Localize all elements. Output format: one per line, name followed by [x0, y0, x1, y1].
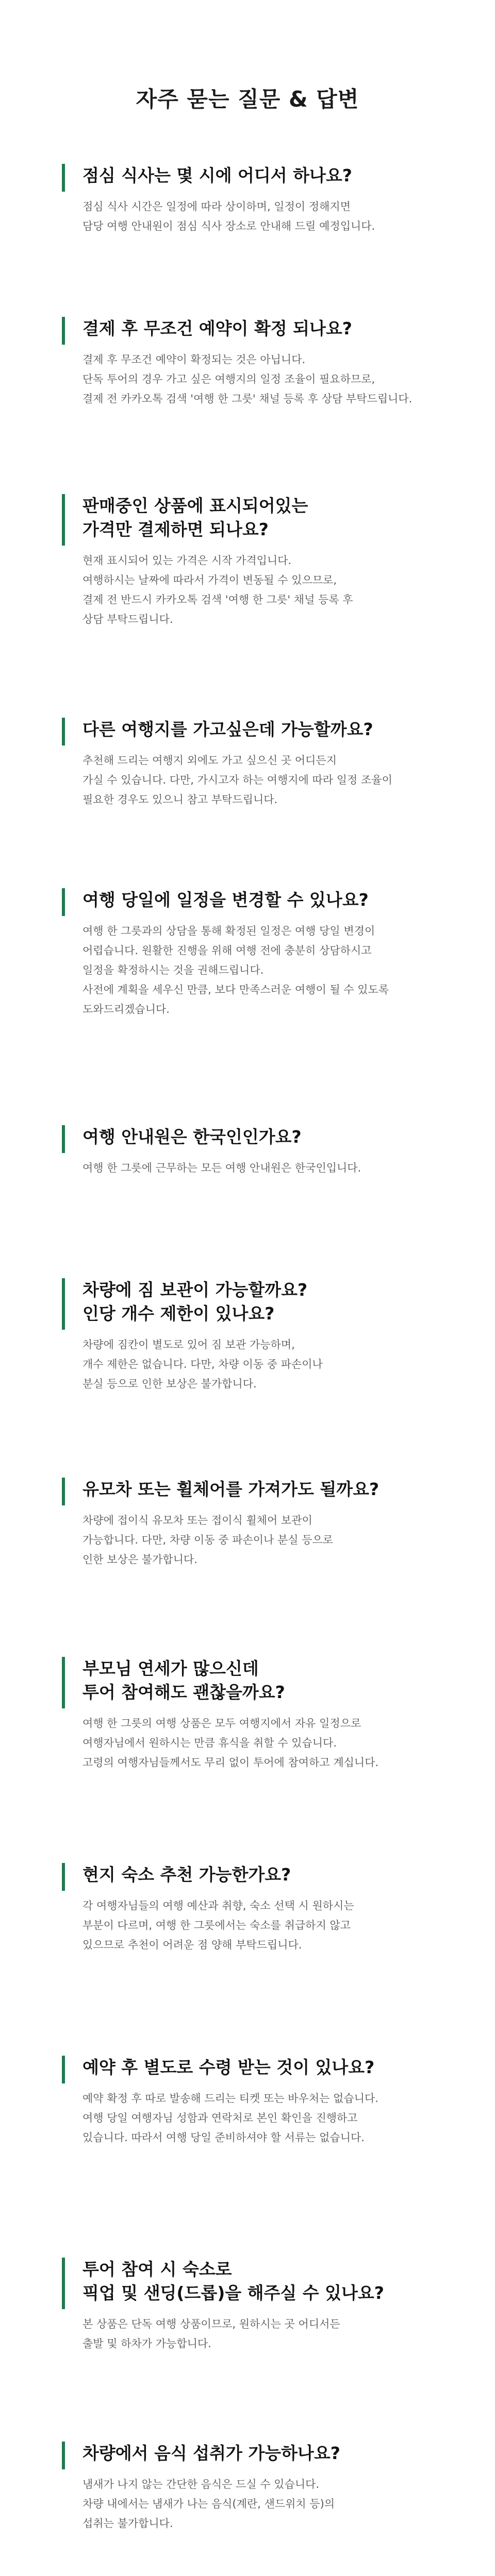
faq-answer — [82, 1714, 454, 1772]
faq-answer-line: 고령의 여행자님들께서도 무리 없이 투어에 참여하고 계십니다. — [82, 1756, 379, 1769]
faq-answer-line: 가실 수 있습니다. 다만, 가시고자 하는 여행지에 따라 일정 조율이 — [82, 774, 392, 786]
faq-answer — [82, 1896, 454, 1955]
faq-answer — [82, 921, 454, 1019]
faq-question-line: 점심 식사는 몇 시에 어디서 하나요? — [82, 165, 352, 185]
faq-answer-line: 사전에 계획을 세우신 만큼, 보다 만족스러운 여행이 될 수 있도록 — [82, 984, 389, 996]
faq-answer-line: 있으므로 추천이 어려운 점 양해 부탁드립니다. — [82, 1939, 302, 1951]
faq-question-line: 여행 당일에 일정을 변경할 수 있나요? — [82, 890, 369, 910]
faq-item — [62, 718, 454, 809]
faq-question — [82, 2056, 454, 2079]
faq-question-line: 픽업 및 샌딩(드롭)을 해주실 수 있나요? — [82, 2283, 384, 2303]
faq-question — [82, 317, 454, 341]
faq-item — [62, 888, 454, 1019]
faq-answer-line: 도와드리겠습니다. — [82, 1003, 170, 1015]
faq-item — [62, 1125, 454, 1178]
faq-question-line: 예약 후 별도로 수령 받는 것이 있나요? — [82, 2057, 375, 2077]
faq-item — [62, 317, 454, 409]
faq-item — [62, 1657, 454, 1772]
faq-item — [62, 2056, 454, 2147]
faq-answer — [82, 751, 454, 809]
faq-answer-line: 여행 한 그릇에 근무하는 모든 여행 안내원은 한국인입니다. — [82, 1162, 361, 1174]
faq-question — [82, 1863, 454, 1887]
faq-accent-bar — [62, 1125, 65, 1153]
faq-answer-line: 점심 식사 시간은 일정에 따라 상이하며, 일정이 정해지면 — [82, 200, 351, 213]
faq-answer — [82, 1511, 454, 1569]
faq-question-line: 차량에서 음식 섭취가 가능하나요? — [82, 2443, 340, 2463]
faq-answer-line: 섭취는 불가합니다. — [82, 2517, 173, 2530]
faq-accent-bar — [62, 317, 65, 345]
faq-accent-bar — [62, 164, 65, 192]
faq-accent-bar — [62, 494, 65, 546]
faq-accent-bar — [62, 1478, 65, 1505]
faq-question — [82, 2258, 454, 2305]
faq-answer — [82, 1335, 454, 1394]
faq-question-line: 여행 안내원은 한국인인가요? — [82, 1127, 302, 1147]
faq-question-line: 판매중인 상품에 표시되어있는 — [82, 496, 308, 516]
faq-accent-bar — [62, 2056, 65, 2083]
faq-answer-line: 여행하시는 날짜에 따라서 가격이 변동될 수 있으므로, — [82, 574, 337, 586]
faq-item — [62, 1278, 454, 1394]
faq-answer-line: 단독 투어의 경우 가고 싶은 여행지의 일정 조율이 필요하므로, — [82, 373, 375, 385]
faq-answer-line: 추천해 드리는 여행지 외에도 가고 싶으신 곳 어디든지 — [82, 754, 337, 767]
faq-answer-line: 본 상품은 단독 여행 상품이므로, 원하시는 곳 어디서든 — [82, 2318, 340, 2330]
faq-answer-line: 차량에 접이식 유모차 또는 접이식 휠체어 보관이 — [82, 1514, 312, 1527]
faq-accent-bar — [62, 2442, 65, 2469]
faq-question-line: 다른 여행지를 가고싶은데 가능할까요? — [82, 719, 373, 739]
faq-answer-line: 냄새가 나지 않는 간단한 음식은 드실 수 있습니다. — [82, 2478, 320, 2490]
faq-answer-line: 결제 전 반드시 카카오톡 검색 '여행 한 그릇' 채널 등록 후 — [82, 594, 353, 606]
faq-answer-line: 가능합니다. 다만, 차량 이동 중 파손이나 분실 등으로 — [82, 1534, 334, 1546]
faq-answer-line: 예약 확정 후 따로 발송해 드리는 티켓 또는 바우처는 없습니다. — [82, 2092, 378, 2105]
faq-answer-line: 어렵습니다. 원활한 진행을 위해 여행 전에 충분히 상담하시고 — [82, 944, 372, 957]
faq-answer-line: 여행 당일 여행자님 성함과 연락처로 본인 확인을 진행하고 — [82, 2112, 358, 2124]
faq-answer-line: 각 여행자님들의 여행 예산과 취향, 숙소 선택 시 원하시는 — [82, 1900, 354, 1912]
faq-question — [82, 888, 454, 912]
faq-answer-line: 결제 후 무조건 예약이 확정되는 것은 아닙니다. — [82, 353, 306, 366]
faq-question-line: 투어 참여 시 숙소로 — [82, 2259, 232, 2279]
faq-question-line: 결제 후 무조건 예약이 확정 되나요? — [82, 318, 352, 338]
faq-question-line: 가격만 결제하면 되나요? — [82, 519, 269, 539]
faq-answer-line: 있습니다. 따라서 여행 당일 준비하셔야 할 서류는 없습니다. — [82, 2131, 365, 2144]
faq-accent-bar — [62, 1863, 65, 1891]
faq-accent-bar — [62, 1278, 65, 1330]
faq-question-line: 차량에 짐 보관이 가능할까요? — [82, 1280, 308, 1300]
faq-item — [62, 164, 454, 236]
faq-answer-line: 담당 여행 안내원이 점심 식사 장소로 안내해 드릴 예정입니다. — [82, 220, 375, 232]
faq-item — [62, 2258, 454, 2353]
faq-answer-line: 차량 내에서는 냄새가 나는 음식(계란, 샌드위치 등)의 — [82, 2498, 335, 2510]
faq-answer — [82, 2475, 454, 2533]
faq-item — [62, 494, 454, 629]
faq-question-line: 유모차 또는 휠체어를 가져가도 될까요? — [82, 1479, 380, 1499]
faq-item — [62, 2442, 454, 2533]
faq-accent-bar — [62, 718, 65, 745]
faq-answer — [82, 2314, 454, 2353]
faq-answer — [82, 1158, 454, 1178]
faq-question-line: 현지 숙소 추천 가능한가요? — [82, 1865, 291, 1885]
faq-answer — [82, 2089, 454, 2147]
faq-question-line: 인당 개수 제한이 있나요? — [82, 1303, 275, 1324]
faq-answer — [82, 350, 454, 409]
faq-accent-bar — [62, 2258, 65, 2309]
faq-question — [82, 1278, 454, 1326]
faq-question — [82, 164, 454, 188]
faq-answer-line: 일정을 확정하시는 것을 권해드립니다. — [82, 964, 264, 976]
faq-question — [82, 494, 454, 541]
faq-question — [82, 1478, 454, 1501]
faq-answer-line: 여행자님에서 원하시는 만큼 휴식을 취할 수 있습니다. — [82, 1737, 337, 1749]
faq-answer-line: 여행 한 그릇의 여행 상품은 모두 여행지에서 자유 일정으로 — [82, 1717, 361, 1730]
faq-answer-line: 차량에 짐칸이 별도로 있어 짐 보관 가능하며, — [82, 1338, 295, 1351]
faq-question — [82, 1657, 454, 1704]
faq-answer-line: 결제 전 카카오톡 검색 '여행 한 그릇' 채널 등록 후 상담 부탁드립니다. — [82, 393, 412, 405]
faq-question — [82, 2442, 454, 2465]
faq-answer-line: 개수 제한은 없습니다. 다만, 차량 이동 중 파손이나 — [82, 1358, 323, 1370]
faq-question — [82, 718, 454, 741]
faq-answer-line: 출발 및 하차가 가능합니다. — [82, 2337, 211, 2350]
faq-accent-bar — [62, 888, 65, 916]
faq-answer-line: 상담 부탁드립니다. — [82, 613, 173, 625]
faq-answer-line: 필요한 경우도 있으니 참고 부탁드립니다. — [82, 793, 278, 806]
faq-answer-line: 분실 등으로 인한 보상은 불가합니다. — [82, 1378, 257, 1390]
page-title: 자주 묻는 질문 & 답변 — [136, 87, 359, 112]
faq-answer-line: 인한 보상은 불가합니다. — [82, 1553, 197, 1566]
faq-answer — [82, 551, 454, 629]
faq-answer — [82, 197, 454, 236]
faq-question — [82, 1125, 454, 1149]
faq-item — [62, 1863, 454, 1955]
faq-answer-line: 현재 표시되어 있는 가격은 시작 가격입니다. — [82, 554, 292, 567]
faq-question-line: 부모님 연세가 많으신데 — [82, 1658, 259, 1679]
faq-question-line: 투어 참여해도 괜찮을까요? — [82, 1682, 285, 1702]
faq-answer-line: 여행 한 그릇과의 상담을 통해 확정된 일정은 여행 당일 변경이 — [82, 925, 375, 937]
faq-answer-line: 부분이 다르며, 여행 한 그릇에서는 숙소를 취급하지 않고 — [82, 1919, 351, 1931]
faq-item — [62, 1478, 454, 1569]
faq-accent-bar — [62, 1657, 65, 1708]
